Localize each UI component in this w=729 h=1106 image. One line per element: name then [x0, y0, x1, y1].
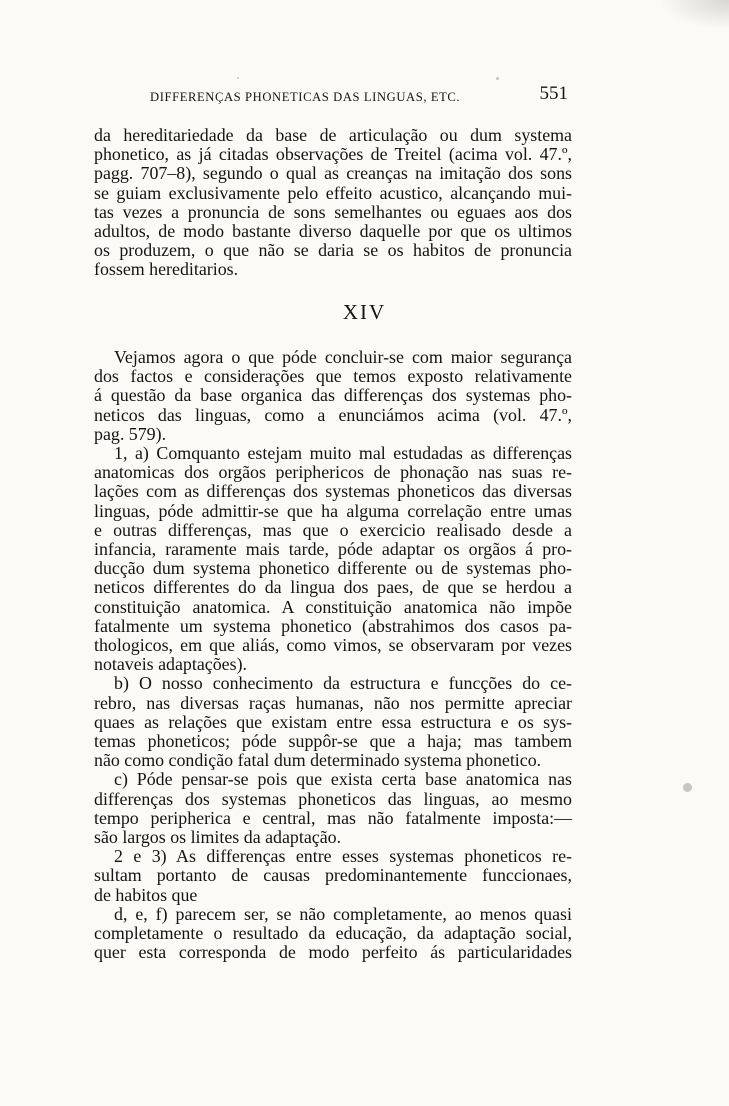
text-line: phonetico, as já citadas observações de Treitel (acima vol. 47.º, — [94, 144, 572, 165]
text-line: sultam portanto de causas predominantemente funccionaes, — [94, 865, 572, 886]
text-line: lações com as differenças dos systemas phoneticos das diversas — [94, 481, 572, 502]
text-line: adultos, de modo bastante diverso daquelle por que os ultimos — [94, 221, 572, 242]
text-line: rebro, nas diversas raças humanas, não nos permitte apreciar — [94, 692, 572, 713]
text-line: neticos differentes do da lingua dos paes, de que se herdou a — [94, 577, 572, 598]
text-line: fossem hereditarios. — [94, 259, 239, 280]
text-line: constituição anatomica. A constituição anatomica não impõe — [94, 596, 572, 617]
text-line: anatomicas dos orgãos periphericos de phonação nas suas re- — [94, 462, 572, 483]
page-speck — [237, 77, 239, 79]
section-body — [94, 348, 572, 963]
text-line: linguas, póde admittir-se que ha alguma correlação entre umas — [94, 500, 572, 521]
text-line: não como condição fatal dum determinado systema phonetico. — [94, 750, 542, 771]
text-line: differenças dos systemas phoneticos das linguas, ao mesmo — [94, 788, 572, 809]
text-line: se guiam exclusivamente pelo effeito acustico, alcançando mui- — [94, 182, 572, 203]
text-line: os produzem, o que não se daria se os habitos de pronuncia — [94, 240, 572, 261]
text-line: thologicos, em que aliás, como vimos, se observaram por vezes — [94, 635, 572, 656]
text-line: pag. 579). — [94, 423, 167, 444]
running-title: DIFFERENÇAS PHONETICAS DAS LINGUAS, ETC. — [150, 90, 461, 104]
text-line: c) Póde pensar-se pois que exista certa base anatomica nas — [114, 769, 572, 790]
text-line: d, e, f) parecem ser, se não completamente, ao menos quasi — [114, 903, 572, 924]
text-line: pagg. 707–8), segundo o qual as creanças na imitação dos sons — [94, 163, 572, 184]
corner-stain — [659, 0, 729, 30]
text-line: tas vezes a pronuncia de sons semelhantes ou eguaes aos dos — [94, 201, 572, 222]
text-line: dos factos e considerações que temos exposto relativamente — [94, 366, 572, 387]
paragraph-continuation — [94, 126, 572, 280]
running-header — [94, 84, 572, 110]
text-line: fatalmente um systema phonetico (abstrahimos dos casos pa- — [94, 615, 572, 636]
page-speck — [496, 77, 499, 80]
text-line: ducção dum systema phonetico differente ou de systemas pho- — [94, 558, 572, 579]
page-speck — [683, 783, 692, 792]
text-line: 2 e 3) As differenças entre esses systemas phoneticos re- — [114, 846, 572, 867]
section-heading: XIV — [342, 300, 387, 324]
text-line: notaveis adaptações). — [94, 654, 247, 675]
text-line: e outras differenças, mas que o exercicio realisado desde a — [94, 519, 572, 540]
text-line: 1, a) Comquanto estejam muito mal estudadas as differenças — [114, 443, 572, 464]
text-line: neticos das linguas, como a enunciámos acima (vol. 47.º, — [94, 404, 572, 425]
text-line: de habitos que — [94, 884, 198, 905]
text-line: á questão da base organica das differenças dos systemas pho- — [94, 385, 572, 406]
text-line: tempo peripherica e central, mas não fatalmente imposta:— — [94, 807, 572, 828]
text-line: da hereditariedade da base de articulação ou dum systema — [94, 125, 572, 145]
text-line: infancia, raramente mais tarde, póde adaptar os orgãos á pro- — [94, 539, 572, 560]
text-line: quaes as relações que existam entre essa estructura e os sys- — [94, 711, 572, 732]
text-line: completamente o resultado da educação, da adaptação social, — [94, 923, 572, 944]
text-line: temas phoneticos; póde suppôr-se que a haja; mas tambem — [94, 731, 572, 752]
text-line: quer esta corresponda de modo perfeito ás particularidades — [94, 942, 572, 963]
page-number: 551 — [539, 83, 568, 104]
text-line: Vejamos agora o que póde concluir-se com maior segurança — [114, 347, 572, 367]
text-line: b) O nosso conhecimento da estructura e funcções do ce- — [114, 673, 572, 694]
text-line: são largos os limites da adaptação. — [94, 827, 342, 848]
